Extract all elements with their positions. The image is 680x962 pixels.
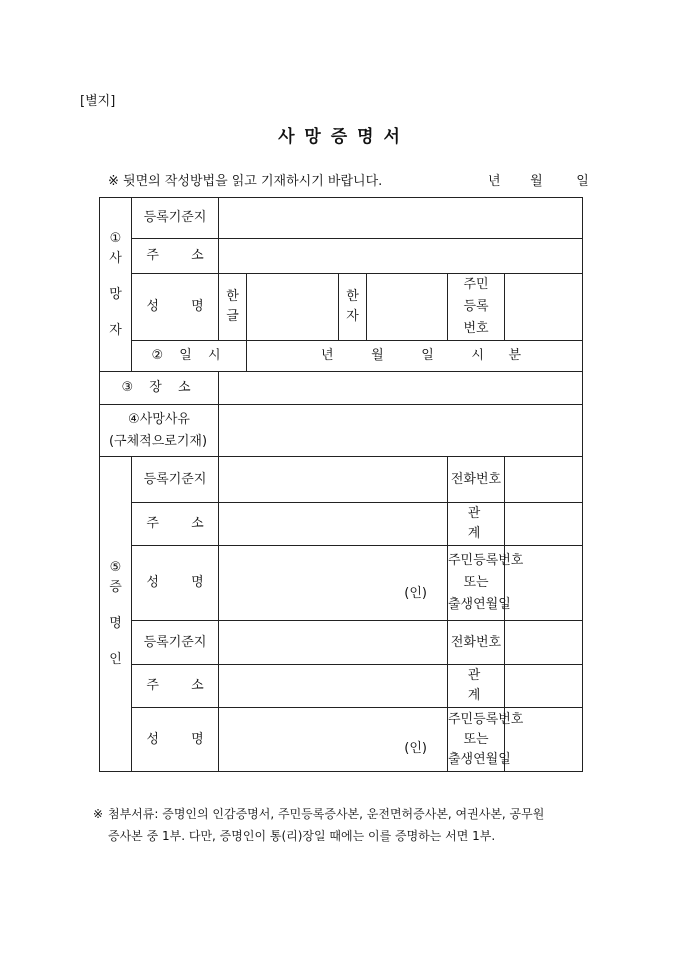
label-char: 주민 <box>463 277 489 292</box>
label-char: 등록 <box>463 299 489 314</box>
day-label: 일 <box>576 174 589 189</box>
witness1-name-field[interactable] <box>219 546 448 621</box>
deceased-address-label: 주 소 <box>132 239 219 274</box>
label-line: 주민등록번호 <box>448 553 524 568</box>
cause-label-text: ④사망사유 <box>128 411 190 427</box>
circled-number-5: ⑤ <box>109 560 122 575</box>
label-char: 한 <box>346 289 359 304</box>
witness-section-label <box>100 457 132 772</box>
witness2-registration-base-label: 등록기준지 <box>132 621 219 665</box>
datetime-field[interactable] <box>247 341 583 372</box>
year-label: 년 <box>488 174 501 189</box>
label-line: 주민등록번호 <box>448 711 524 727</box>
cause-label <box>100 405 219 457</box>
attachment-footnote <box>93 803 593 847</box>
instruction-notice: ※ 뒷면의 작성방법을 읽고 기재하시기 바랍니다. <box>108 174 383 189</box>
page-title: 사 망 증 명 서 <box>278 127 402 147</box>
deceased-name-label: 성 명 <box>132 274 219 341</box>
witness1-phone-field[interactable] <box>505 457 583 503</box>
date-line <box>488 170 589 189</box>
witness2-relation-field[interactable] <box>505 665 583 708</box>
death-certificate-form <box>99 197 583 772</box>
section-char: 명 <box>109 616 122 631</box>
deceased-registration-base-field[interactable] <box>219 198 583 239</box>
deceased-address-field[interactable] <box>219 239 583 274</box>
datetime-label: ② 일 시 <box>132 341 247 372</box>
witness2-relation-label: 관 계 <box>448 665 505 708</box>
resident-no-label <box>448 274 505 341</box>
deceased-name-hangul-field[interactable] <box>247 274 339 341</box>
circled-number-1: ① <box>109 230 122 246</box>
witness2-id-label <box>448 708 524 772</box>
deceased-section-label <box>100 198 132 372</box>
cause-field[interactable] <box>219 405 583 457</box>
label-char: 자 <box>346 309 359 324</box>
hour-unit: 시 <box>471 348 484 363</box>
witness1-registration-base-field[interactable] <box>219 457 448 503</box>
witness1-address-label: 주 소 <box>132 503 219 546</box>
deceased-registration-base-label: 등록기준지 <box>132 198 219 239</box>
hanja-label <box>339 274 367 341</box>
attachment-label: [별지] <box>80 94 116 109</box>
minute-unit: 분 <box>508 348 522 363</box>
witness1-address-field[interactable] <box>219 503 448 546</box>
month-unit: 월 <box>371 348 384 363</box>
hangul-label <box>219 274 247 341</box>
footnote-line-2: 증사본 중 1부. 다만, 증명인이 통(리)장일 때에는 이를 증명하는 서면 1부. <box>108 829 496 843</box>
witness2-address-label: 주 소 <box>132 665 219 708</box>
deceased-resident-no-field[interactable] <box>505 274 583 341</box>
label-line: 출생연월일 <box>448 597 511 612</box>
label-line: 또는 <box>463 731 489 747</box>
witness2-name-label: 성 명 <box>132 708 219 772</box>
witness2-phone-field[interactable] <box>505 621 583 665</box>
witness2-name-field[interactable] <box>219 708 448 772</box>
witness2-phone-label: 전화번호 <box>448 621 505 665</box>
witness1-name-label: 성 명 <box>132 546 219 621</box>
year-unit: 년 <box>320 348 334 363</box>
reference-mark: ※ <box>93 807 104 821</box>
label-char: 번호 <box>463 321 489 336</box>
witness1-relation-field[interactable] <box>505 503 583 546</box>
witness1-id-label <box>448 546 524 621</box>
deceased-name-hanja-field[interactable] <box>367 274 448 341</box>
label-char: 한 <box>226 289 239 304</box>
witness1-relation-label: 관 계 <box>448 503 505 546</box>
witness1-registration-base-label: 등록기준지 <box>132 457 219 503</box>
cause-sublabel-text: (구체적으로기재) <box>108 433 208 449</box>
witness2-seal-mark: (인) <box>404 741 427 756</box>
place-field[interactable] <box>219 372 583 405</box>
label-line: 출생연월일 <box>448 751 511 767</box>
witness2-registration-base-field[interactable] <box>219 621 448 665</box>
section-char: 자 <box>109 322 122 338</box>
footnote-line-1: 첨부서류: 증명인의 인감증명서, 주민등록증사본, 운전면허증사본, 여권사본, 공무원 <box>108 807 545 821</box>
place-label: ③ 장 소 <box>100 372 219 405</box>
witness1-phone-label: 전화번호 <box>448 457 505 503</box>
section-char: 사 <box>109 250 122 266</box>
section-char: 증 <box>109 580 122 595</box>
witness1-seal-mark: (인) <box>404 586 427 601</box>
witness2-address-field[interactable] <box>219 665 448 708</box>
label-line: 또는 <box>463 575 489 590</box>
day-unit: 일 <box>421 348 434 363</box>
label-char: 글 <box>226 309 239 324</box>
month-label: 월 <box>530 174 543 189</box>
section-char: 망 <box>109 286 122 302</box>
section-char: 인 <box>109 652 122 667</box>
